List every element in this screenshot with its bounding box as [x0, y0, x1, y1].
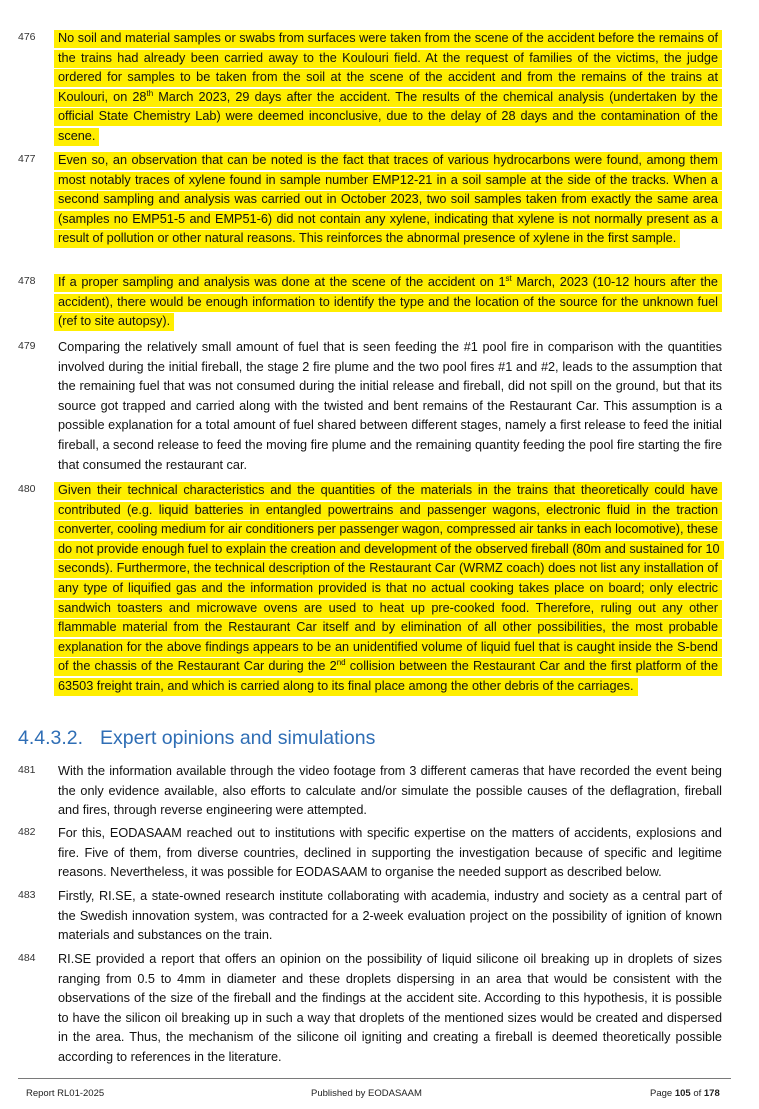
paragraph-476: [18, 29, 723, 147]
paragraph-number: 477: [18, 153, 36, 165]
highlighted-text: Even so, an observation that can be noted is the fact that traces of various hydrocarbons were found, among them most notably traces of xylene found in sample number EMP12-21 in a soil sample at the side of the tracks. When a second sampling and analysis was carried out in October 2023, two soil samples taken from exactly the same area (samples no EMP51-5 and EMP51-6) did not contain any xylene, indicating that xylene is not normally present as a result of pollution or other natural reasons. This reinforces the abnormal presence of xylene in the first sample.: [54, 152, 722, 248]
paragraph-text: Firstly, RI.SE, a state-owned research institute collaborating with academia, industry and society as a central part of the Swedish innovation system, was contracted for a 2-week evaluation project on the possibility of ignition of known materials and substances on the train.: [58, 889, 722, 943]
section-number: 4.4.3.2.: [18, 727, 84, 749]
paragraph-number: 476: [18, 31, 36, 43]
paragraph-number: 483: [18, 889, 36, 901]
highlighted-text: Given their technical characteristics and the quantities of the materials in the trains that theoretically could have contributed (e.g. liquid batteries in entangled powertrains and passenger wagons, electronic fluid in the traction converter, cooling medium for air conditioners per passenger wagon, compressed air tanks in each locomotive), these do not provide enough fuel to explain the creation and development of the observed fireball (80m and sustained for 10 seconds). Furthermore, the technical description of the Restaurant Car (WRMZ coach) does not list any installation of any type of liquified gas and the information provided is that no actual cooking takes place on board; only electric sandwich toasters and microwave ovens are used to heat up pre-cooked food. Therefore, ruling out any other flammable material from the Restaurant Car itself and by elimination of all other possibilities, the most probable explanation for the above findings appears to be an unidentified volume of liquid fuel that is caught inside the S-bend of the chassis of the Restaurant Car during the 2nd collision between the Restaurant Car and the first platform of the 63503 freight train, and which is carried along to its final place among the other debris of the carriages.: [54, 482, 724, 696]
paragraph-text: [58, 481, 722, 697]
paragraph-text: [58, 151, 722, 249]
paragraph-text: [58, 29, 722, 147]
paragraph-text: RI.SE provided a report that offers an opinion on the possibility of liquid silicone oil breaking up in droplets of sizes ranging from 0.5 to 4mm in diameter and these droplets dispersing in an area that would be consistent with the observations of the size of the fireball and the findings at the accident site. According to this hypothesis, it is possible to have the silicon oil breaking up in such a way that droplets of the mentioned sizes would be created and dispersed in the area. Thus, the mechanism of the silicone oil igniting and creating a fireball is deemed theoretically possible according to references in the literature.: [58, 952, 722, 1064]
footer-page-number: Page 105 of 178: [650, 1088, 720, 1099]
paragraph-480: [18, 481, 723, 697]
paragraph-text: With the information available through the video footage from 3 different cameras that have recorded the event being the only evidence available, also efforts to calculate and/or simulate the possible causes of the deflagration, fireball and fires, through reverse engineering were attempted.: [58, 764, 722, 818]
paragraph-number: 478: [18, 275, 36, 287]
paragraph-number: 480: [18, 483, 36, 495]
paragraph-number: 481: [18, 764, 36, 776]
paragraph-479: [18, 338, 723, 475]
section-title: Expert opinions and simulations: [100, 727, 376, 749]
paragraph-text: Comparing the relatively small amount of fuel that is seen feeding the #1 pool fire in comparison with the quantities involved during the initial fireball, the stage 2 fire plume and the two pool fires #1 and #2, leads to the assumption that the remaining fuel that was not consumed during the initial release and fireball, did not spill on the ground, but that its source got trapped and carried along with the twisted and bent remains of the Restaurant Car. This assumption is a possible explanation for a total amount of fuel shared between different stages, namely a first release to feed the initial fireball, a second release to feed the moving fire plume and the remaining quantity feeding the pool fire starting the fire that consumed the restaurant car.: [58, 340, 722, 472]
highlighted-text: No soil and material samples or swabs from surfaces were taken from the scene of the accident before the remains of the trains had already been carried away to the Koulouri field. At the request of families of the victims, the judge ordered for samples to be taken from the soil at the scene of the accident and from the remains of the trains at Koulouri, on 28th March 2023, 29 days after the accident. The results of the chemical analysis (undertaken by the official State Chemistry Lab) were deemed inconclusive, due to the delay of 28 days and the contamination of the scene.: [54, 30, 722, 146]
paragraph-477: [18, 151, 723, 249]
paragraph-number: 482: [18, 826, 36, 838]
paragraph-482: [18, 824, 723, 883]
paragraph-number: 479: [18, 340, 36, 352]
paragraph-483: [18, 887, 723, 946]
footer-divider: [18, 1078, 731, 1079]
highlighted-text: If a proper sampling and analysis was done at the scene of the accident on 1st March, 2023 (10-12 hours after the accident), there would be enough information to identify the type and the location of the source for the unknown fuel (ref to site autopsy).: [54, 274, 722, 331]
paragraph-text: [58, 273, 722, 332]
paragraph-text: For this, EODASAAM reached out to institutions with specific expertise on the matters of accidents, explosions and fire. Five of them, from diverse countries, declined in supporting the investigation because of specific and legitime reasons. Nevertheless, it was possible for EODASAAM to organise the needed support as described below.: [58, 826, 722, 880]
footer-publisher: Published by EODASAAM: [311, 1088, 422, 1099]
section-heading: [18, 727, 375, 750]
paragraph-478: [18, 273, 723, 332]
paragraph-484: [18, 950, 723, 1068]
footer-report-id: Report RL01-2025: [26, 1088, 105, 1099]
paragraph-481: [18, 762, 723, 821]
paragraph-number: 484: [18, 952, 36, 964]
